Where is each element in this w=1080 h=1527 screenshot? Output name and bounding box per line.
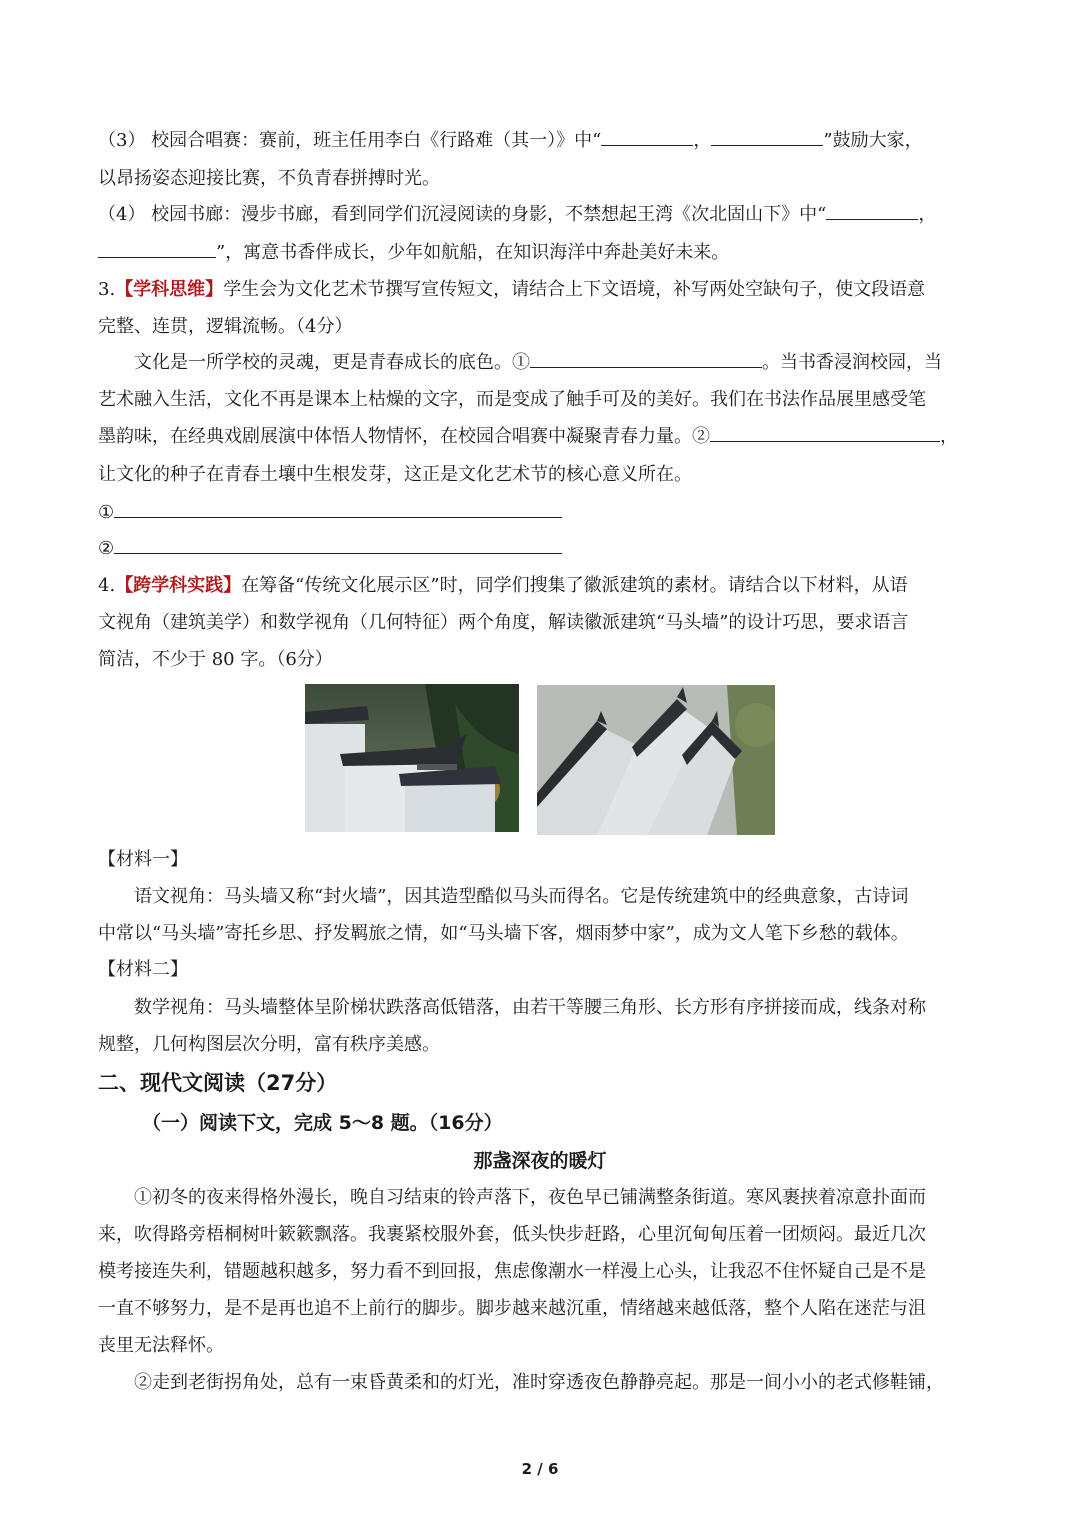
essay-p1-line2: 来，吹得路旁梧桐树叶簌簌飘落。我裹紧校服外套，低头快步赶路，心里沉甸甸压着一团烦闷。最近几次	[98, 1224, 926, 1245]
subsection-title: （一）阅读下文，完成 5～8 题。（16分）	[142, 1112, 503, 1134]
q2-item3-line1: （3） 校园合唱赛：赛前，班主任用李白《行路难（其一）》中“ ， ”鼓励大家，	[98, 122, 978, 160]
section-title: 二、现代文阅读（27分）	[98, 1071, 338, 1095]
q4-stem-line1: 4.【跨学科实践】在筹备“传统文化展示区”时，同学们搜集了徽派建筑的素材。请结合以下材料，从语	[98, 575, 908, 596]
q3-answer-1: ①	[98, 494, 562, 532]
passage-blank-1	[530, 345, 762, 368]
q2-item4-line2: ”，寓意书香伴成长，少年如航船，在知识海洋中奔赴美好未来。	[98, 234, 978, 272]
q4-tag: 【跨学科实践】	[115, 575, 242, 596]
essay-p1-line5: 丧里无法释怀。	[98, 1335, 224, 1356]
material-2-line2: 规整，几何构图层次分明，富有秩序美感。	[98, 1034, 440, 1055]
material-2-line1: 数学视角：马头墙整体呈阶梯状跌落高低错落，由若干等腰三角形、长方形有序拼接而成，线条对称	[134, 997, 926, 1018]
material-1-line1: 语文视角：马头墙又称“封火墙”，因其造型酷似马头而得名。它是传统建筑中的经典意象，古诗词	[134, 886, 909, 907]
material-1-line2: 中常以“马头墙”寄托乡思、抒发羁旅之情，如“马头墙下客，烟雨梦中家”，成为文人笔下乡愁的载体。	[98, 923, 909, 944]
horse-head-wall-photo-2	[537, 685, 775, 835]
essay-title: 那盏深夜的暖灯	[473, 1150, 607, 1172]
q3-passage-line1: 文化是一所学校的灵魂，更是青春成长的底色。① 。当书香浸润校园，当	[134, 344, 978, 382]
answer-blank[interactable]	[601, 123, 693, 146]
q3-stem-line1: 3.【学科思维】学生会为文化艺术节撰写宣传短文，请结合上下文语境，补写两处空缺句子，使文段语意	[98, 279, 926, 300]
passage-blank-2	[710, 419, 940, 442]
q3-stem-line2: 完整、连贯，逻辑流畅。（4分）	[98, 316, 353, 337]
page-number: 2 / 6	[521, 1460, 559, 1478]
essay-p1-line4: 一直不够努力，是不是再也追不上前行的脚步。脚步越来越沉重，情绪越来越低落，整个人陷在迷茫与沮	[98, 1298, 926, 1319]
material-2-title: 【材料二】	[98, 959, 188, 980]
q4-stem-line2: 文视角（建筑美学）和数学视角（几何特征）两个角度，解读徽派建筑“马头墙”的设计巧思，要求语言	[98, 612, 909, 633]
answer-blank[interactable]	[98, 235, 216, 258]
q3-passage-line3: 墨韵味，在经典戏剧展演中体悟人物情怀，在校园合唱赛中凝聚青春力量。② ，	[98, 418, 978, 456]
q4-stem-line3: 简洁，不少于 80 字。（6分）	[98, 649, 333, 670]
material-1-title: 【材料一】	[98, 849, 188, 870]
essay-p1-line1: ①初冬的夜来得格外漫长，晚自习结束的铃声落下，夜色早已铺满整条街道。寒风裹挟着凉意扑面而	[134, 1187, 926, 1208]
q3-passage-line4: 让文化的种子在青春土壤中生根发芽，这正是文化艺术节的核心意义所在。	[98, 464, 692, 485]
q2-item3-line2: 以昂扬姿态迎接比赛，不负青春拼搏时光。	[98, 168, 440, 189]
answer-blank[interactable]	[711, 123, 823, 146]
answer-line-2[interactable]	[114, 531, 562, 554]
q3-answer-2: ②	[98, 530, 562, 568]
q3-tag: 【学科思维】	[115, 279, 224, 300]
answer-blank[interactable]	[826, 197, 918, 220]
answer-line-1[interactable]	[114, 495, 562, 518]
essay-p1-line3: 模考接连失利，错题越积越多，努力看不到回报，焦虑像潮水一样漫上心头，让我忍不住怀疑自己是不是	[98, 1261, 926, 1282]
horse-head-wall-photo-1	[305, 684, 519, 832]
q2-item4-line1: （4） 校园书廊：漫步书廊，看到同学们沉浸阅读的身影，不禁想起王湾《次北固山下》中“ ，	[98, 196, 978, 234]
q3-passage-line2: 艺术融入生活，文化不再是课本上枯燥的文字，而是变成了触手可及的美好。我们在书法作品展里感受笔	[98, 389, 926, 410]
essay-p2-line1: ②走到老街拐角处，总有一束昏黄柔和的灯光，准时穿透夜色静静亮起。那是一间小小的老式修鞋铺，	[134, 1372, 944, 1393]
